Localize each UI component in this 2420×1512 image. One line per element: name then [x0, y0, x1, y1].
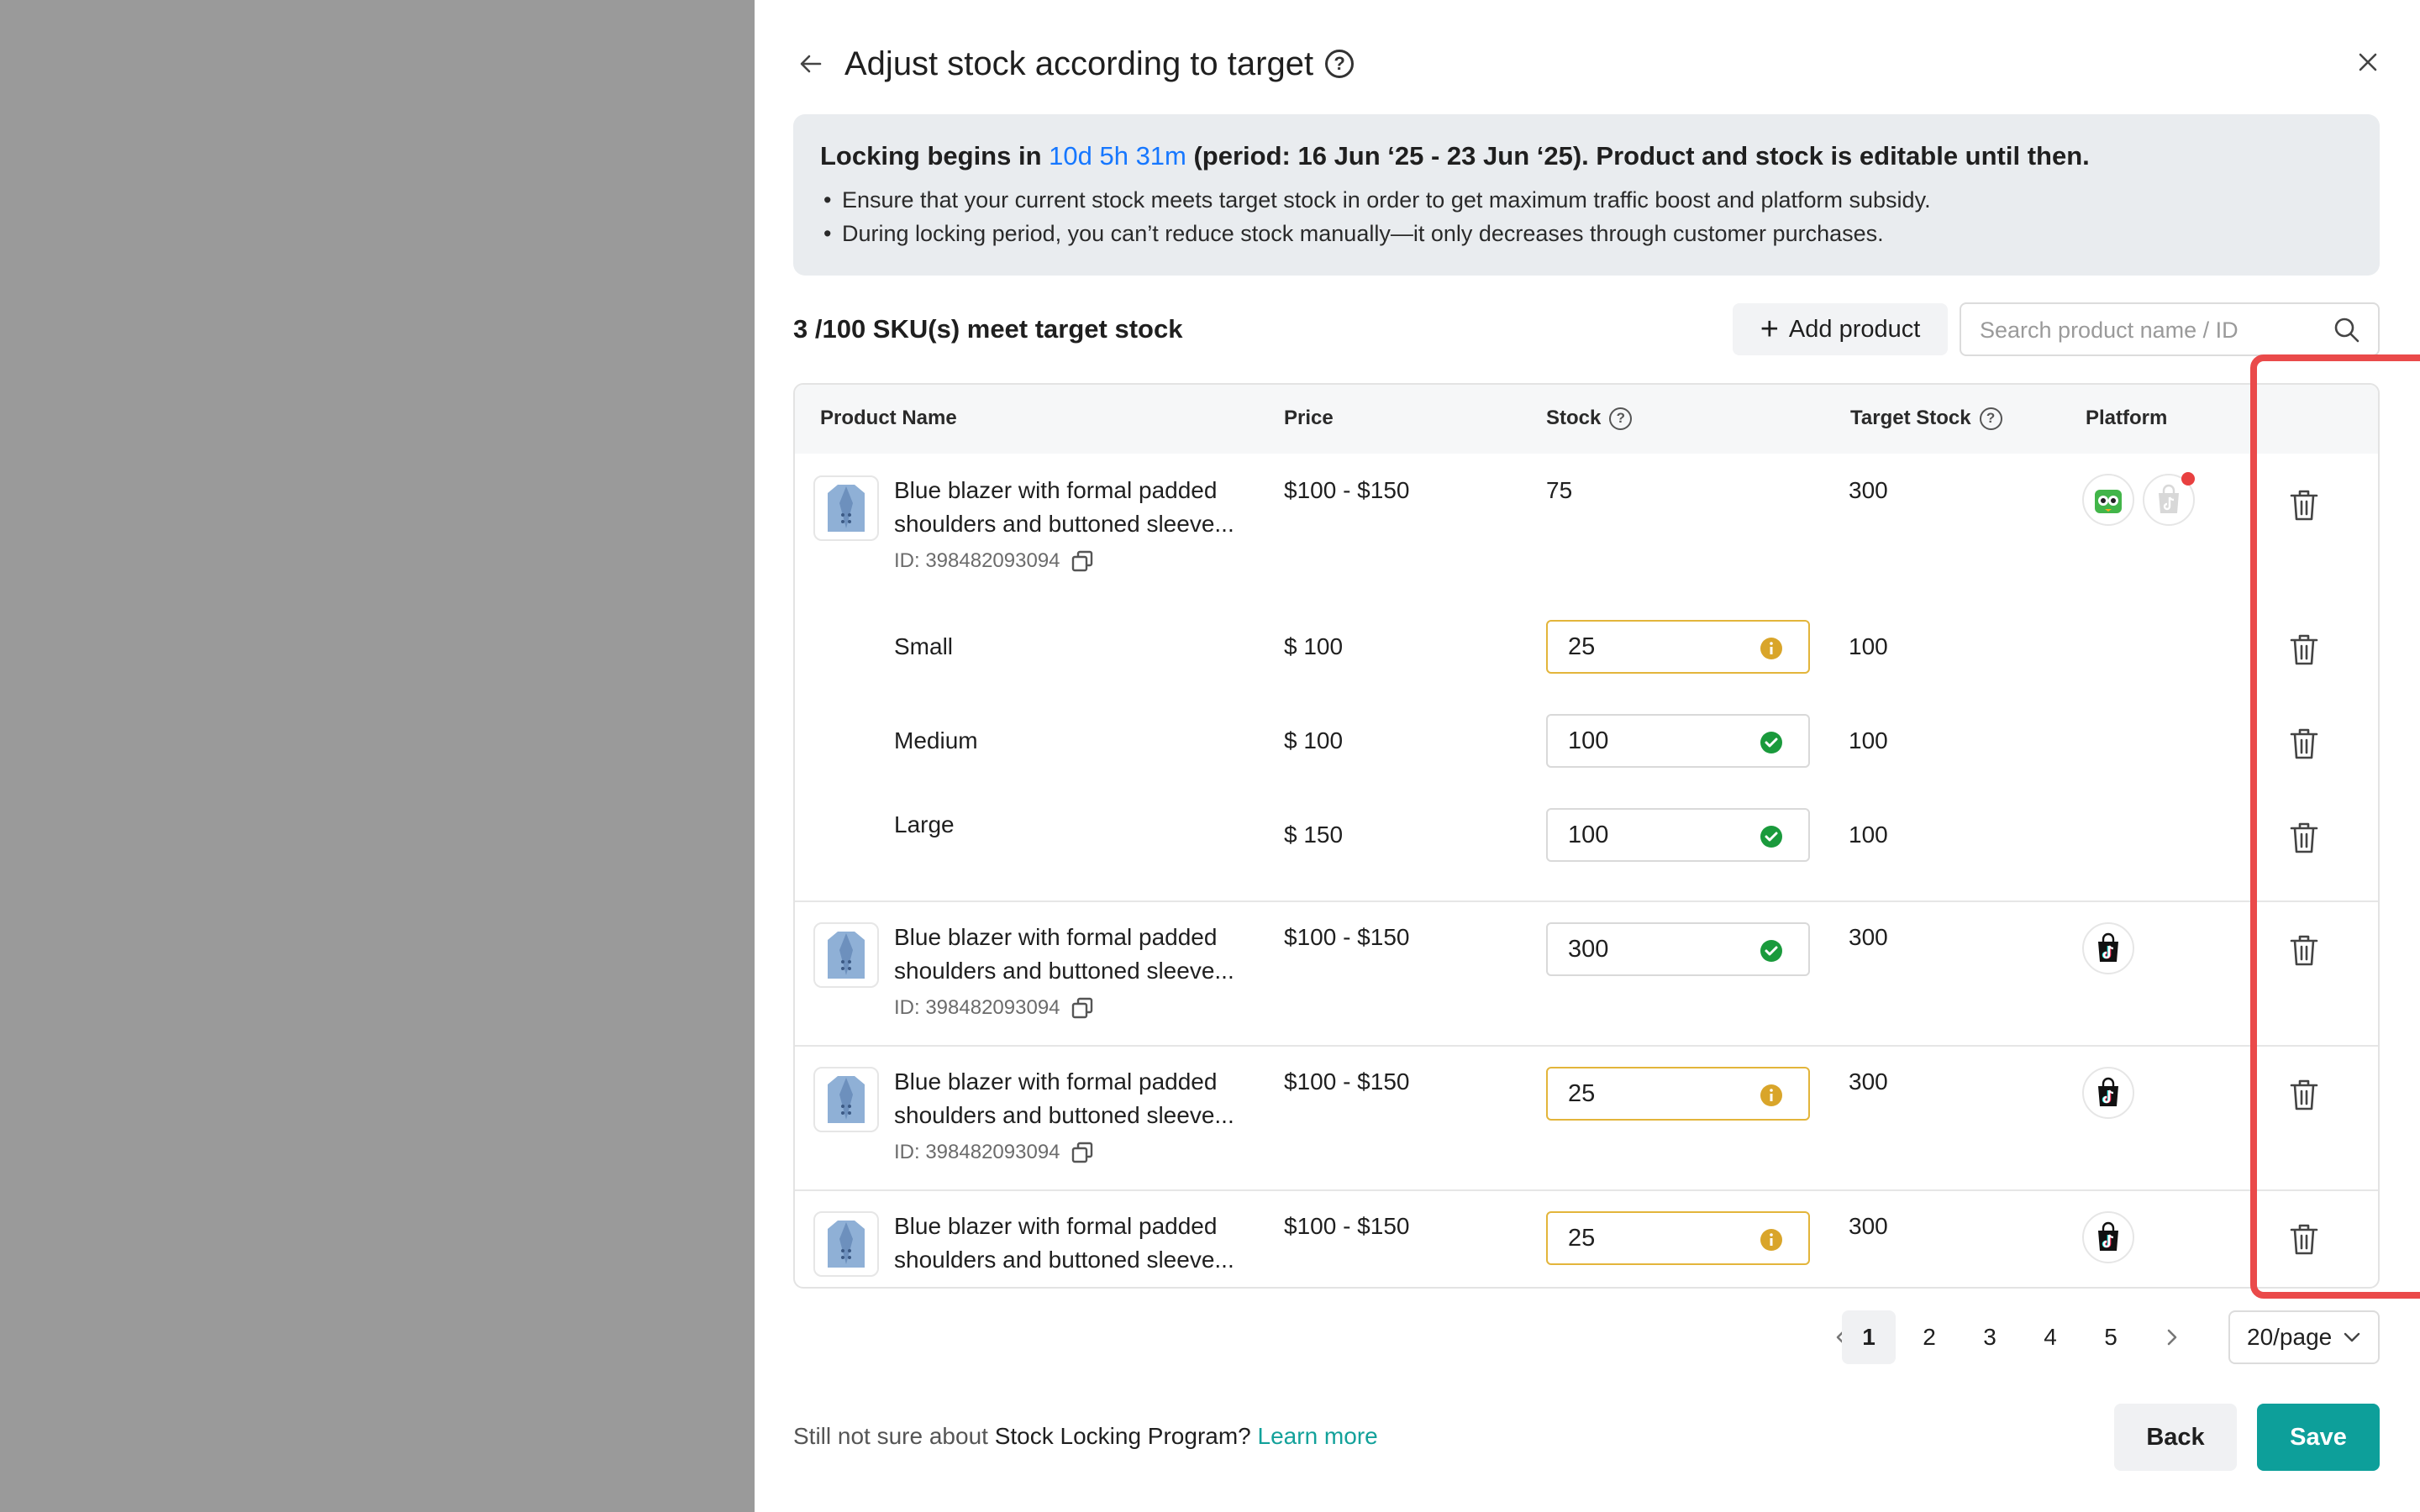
- page-1[interactable]: 1: [1842, 1310, 1896, 1364]
- product-thumbnail: [813, 922, 879, 988]
- page-2[interactable]: 2: [1923, 1324, 1936, 1350]
- page-3[interactable]: 3: [1983, 1324, 1996, 1350]
- footer-note: Still not sure about Stock Locking Program? Learn more: [793, 1423, 1378, 1449]
- product-name[interactable]: Blue blazer with formal padded shoulders and buttoned sleeve...: [894, 1068, 1234, 1128]
- product-thumbnail: [813, 1067, 879, 1132]
- delete-icon[interactable]: [2287, 820, 2321, 857]
- delete-icon[interactable]: [2287, 632, 2321, 669]
- variant-name: Medium: [894, 727, 978, 753]
- col-stock: Stock ?: [1546, 407, 1632, 430]
- adjust-stock-drawer: [755, 0, 2420, 1512]
- page-size-select[interactable]: 20/page: [2228, 1310, 2380, 1364]
- stock-input[interactable]: 100: [1546, 808, 1810, 862]
- table-header: [795, 385, 2378, 454]
- variant-target-stock: 100: [1849, 822, 1888, 848]
- product-id: ID: 398482093094: [894, 1141, 1094, 1164]
- search-input[interactable]: [1978, 312, 2317, 348]
- target-stock-help-icon[interactable]: ?: [1980, 407, 2002, 430]
- countdown: 10d 5h 31m: [1049, 141, 1186, 171]
- product-name[interactable]: Blue blazer with formal padded shoulders and buttoned sleeve...: [894, 477, 1234, 537]
- product-target-stock: 300: [1849, 477, 1888, 503]
- bullet-item: • During locking period, you can’t reduce stock manually—it only decreases through customer purchases.: [820, 217, 1931, 250]
- notification-dot: [2181, 472, 2195, 486]
- variant-name: Small: [894, 633, 954, 659]
- product-id: ID: 398482093094: [894, 996, 1094, 1020]
- copy-icon[interactable]: [1071, 549, 1094, 573]
- locking-message: Locking begins in 10d 5h 31m (period: 16 Jun ‘25 - 23 Jun ‘25). Product and stock is editable until then.: [820, 141, 2090, 171]
- product-name[interactable]: Blue blazer with formal padded shoulders and buttoned sleeve...: [894, 924, 1234, 984]
- product-stock: 75: [1546, 477, 1573, 503]
- check-circle-icon: [1760, 731, 1783, 754]
- variant-target-stock: 100: [1849, 633, 1888, 659]
- product-price: $100 - $150: [1284, 1068, 1410, 1095]
- bullet-item: • Ensure that your current stock meets target stock in order to get maximum traffic boost and platform subsidy.: [820, 183, 1931, 217]
- delete-icon[interactable]: [2287, 726, 2321, 763]
- blazer-image: [824, 1217, 868, 1271]
- page-4[interactable]: 4: [2044, 1324, 2057, 1350]
- blazer-image: [824, 1073, 868, 1126]
- col-platform: Platform: [2086, 407, 2168, 429]
- tiktok-shop-icon-inactive: [2143, 474, 2195, 526]
- stock-input[interactable]: 300: [1546, 922, 1810, 976]
- copy-icon[interactable]: [1071, 1141, 1094, 1164]
- delete-icon[interactable]: [2287, 1221, 2321, 1258]
- plus-icon: +: [1760, 312, 1779, 347]
- back-button[interactable]: Back: [2114, 1404, 2237, 1471]
- variant-price: $ 150: [1284, 822, 1344, 848]
- tiktok-shop-icon: [2082, 922, 2134, 974]
- close-icon[interactable]: [2349, 44, 2386, 81]
- save-button[interactable]: Save: [2257, 1404, 2380, 1471]
- variant-price: $ 100: [1284, 727, 1344, 753]
- add-product-button[interactable]: + Add product: [1733, 303, 1948, 355]
- product-id: ID: 398482093094: [894, 549, 1094, 573]
- col-target-stock: Target Stock ?: [1850, 407, 2002, 430]
- row-divider: [795, 1045, 2378, 1047]
- blazer-image: [824, 928, 868, 982]
- locking-info-banner: [793, 114, 2380, 276]
- tiktok-shop-icon: [2082, 1211, 2134, 1263]
- program-name: Stock Locking Program?: [994, 1423, 1251, 1449]
- product-price: $100 - $150: [1284, 1213, 1410, 1239]
- product-target-stock: 300: [1849, 1213, 1888, 1239]
- blazer-image: [824, 481, 868, 535]
- product-target-stock: 300: [1849, 1068, 1888, 1095]
- variant-target-stock: 100: [1849, 727, 1888, 753]
- search-icon[interactable]: [2333, 316, 2361, 349]
- product-price: $100 - $150: [1284, 924, 1410, 950]
- tiktok-shop-icon: [2082, 1067, 2134, 1119]
- chevron-down-icon: [2343, 1331, 2361, 1343]
- variant-price: $ 100: [1284, 633, 1344, 659]
- stock-input[interactable]: 25: [1546, 1211, 1810, 1265]
- copy-icon[interactable]: [1071, 996, 1094, 1020]
- drawer-header: [792, 39, 1354, 89]
- warning-icon: [1760, 1228, 1783, 1252]
- stock-input[interactable]: 25: [1546, 1067, 1810, 1121]
- col-price: Price: [1284, 407, 1334, 429]
- sku-summary: 3 /100 SKU(s) meet target stock: [793, 314, 1183, 344]
- page-5[interactable]: 5: [2104, 1324, 2118, 1350]
- product-name[interactable]: Blue blazer with formal padded shoulders and buttoned sleeve...: [894, 1213, 1234, 1273]
- product-price: $100 - $150: [1284, 477, 1410, 503]
- warning-icon: [1760, 637, 1783, 660]
- product-thumbnail: [813, 475, 879, 541]
- delete-icon[interactable]: [2287, 487, 2321, 524]
- col-product-name: Product Name: [820, 407, 957, 429]
- banner-bullets: [820, 183, 1931, 250]
- product-table: [793, 383, 2380, 1289]
- learn-more-link[interactable]: Learn more: [1257, 1423, 1378, 1449]
- product-target-stock: 300: [1849, 924, 1888, 950]
- back-arrow-icon[interactable]: [792, 45, 829, 82]
- stock-help-icon[interactable]: ?: [1609, 407, 1632, 430]
- delete-icon[interactable]: [2287, 932, 2321, 969]
- row-divider: [795, 900, 2378, 902]
- next-page-icon[interactable]: [2144, 1310, 2198, 1364]
- page-title: Adjust stock according to target: [844, 45, 1314, 82]
- tokopedia-icon: [2082, 474, 2134, 526]
- check-circle-icon: [1760, 825, 1783, 848]
- product-thumbnail: [813, 1211, 879, 1277]
- check-circle-icon: [1760, 939, 1783, 963]
- stock-input[interactable]: 25: [1546, 620, 1810, 674]
- search-box[interactable]: [1960, 302, 2380, 356]
- variant-name: Large: [894, 811, 955, 837]
- row-divider: [795, 1189, 2378, 1191]
- warning-icon: [1760, 1084, 1783, 1107]
- stock-input[interactable]: 100: [1546, 714, 1810, 768]
- delete-icon[interactable]: [2287, 1077, 2321, 1114]
- help-icon[interactable]: ?: [1325, 50, 1354, 78]
